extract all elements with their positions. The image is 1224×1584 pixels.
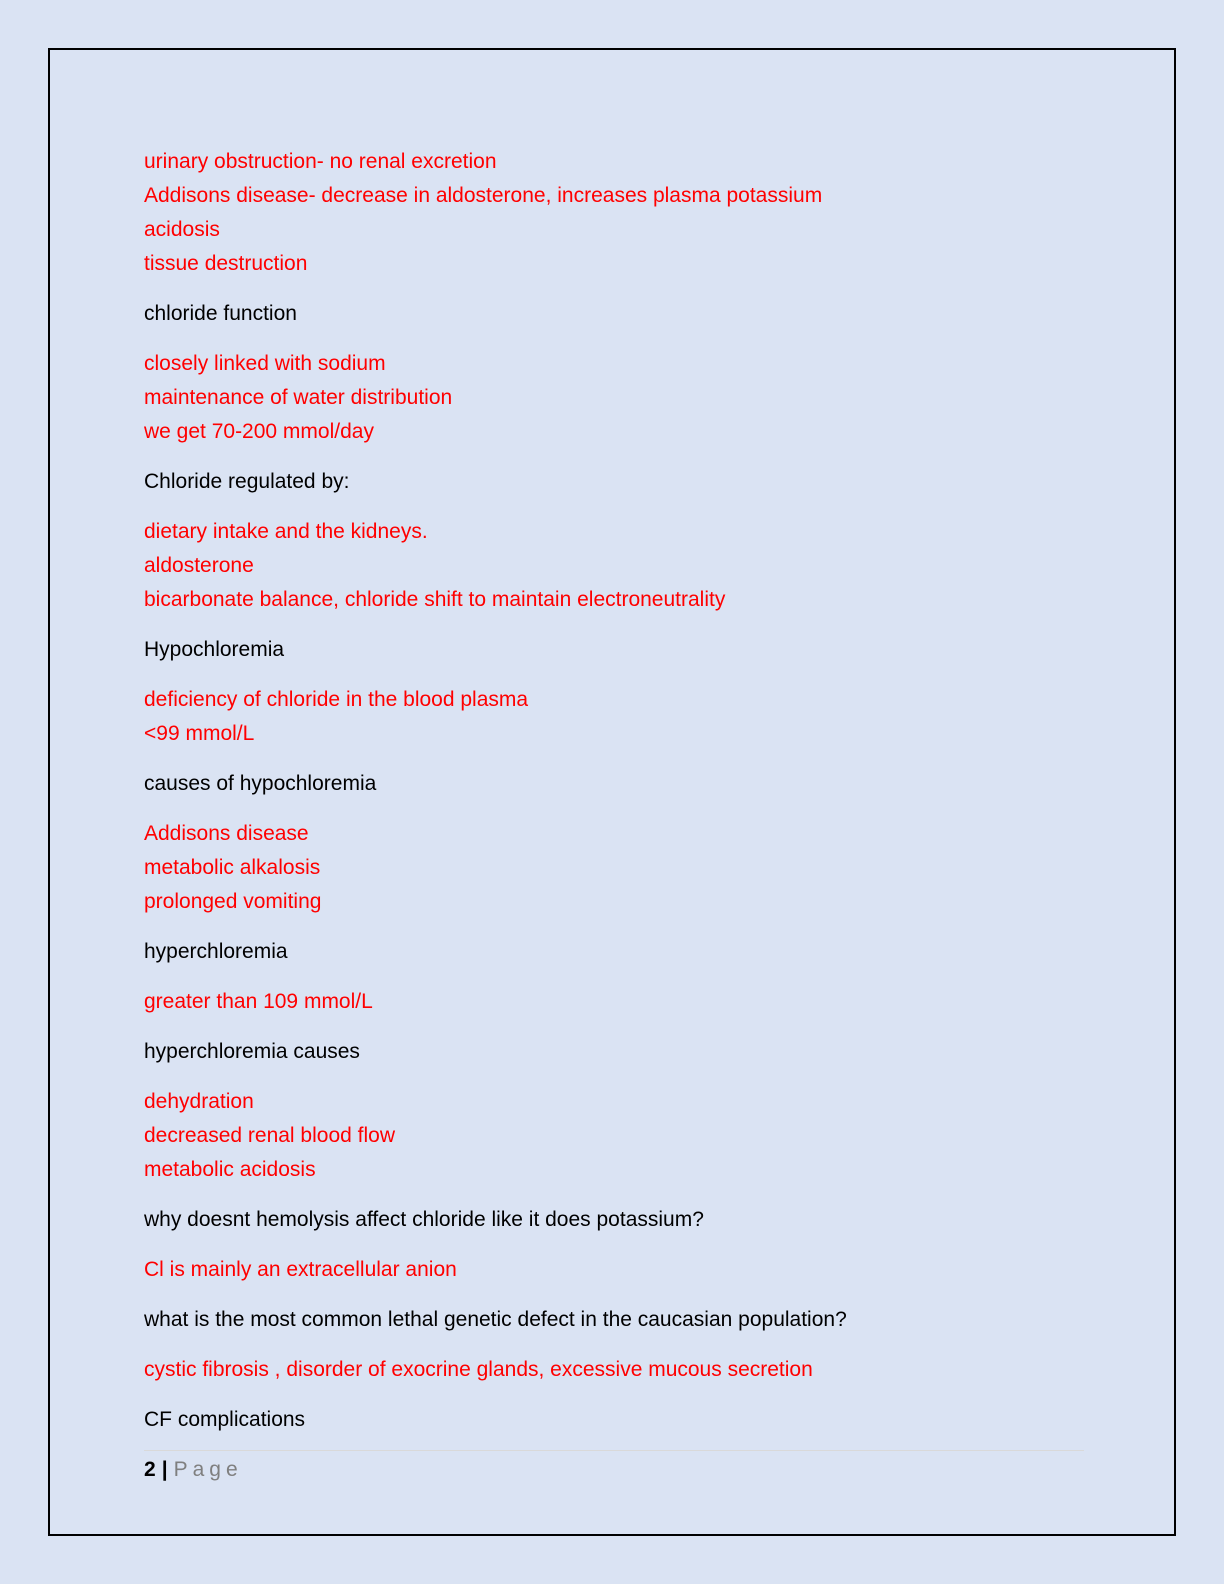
question-heading: hyperchloremia [144, 940, 288, 963]
answer-line: tissue destruction [144, 252, 308, 275]
answer-line: deficiency of chloride in the blood plasma [144, 688, 529, 711]
answer-line: acidosis [144, 218, 220, 241]
answer-line: <99 mmol/L [144, 722, 255, 745]
document-body [144, 145, 1084, 1453]
question-heading: Chloride regulated by: [144, 470, 350, 493]
answer-line: cystic fibrosis , disorder of exocrine glands, excessive mucous secretion [144, 1358, 813, 1381]
answer-group [144, 347, 1084, 449]
answer-line: bicarbonate balance, chloride shift to maintain electroneutrality [144, 588, 726, 611]
page-label: Page [173, 1458, 243, 1481]
page-number: 2 [144, 1458, 156, 1481]
question-heading: why doesnt hemolysis affect chloride like it does potassium? [144, 1208, 704, 1231]
answer-group [144, 985, 1084, 1019]
answer-line: Addisons disease [144, 822, 309, 845]
answer-group [144, 817, 1084, 919]
answer-line: Addisons disease- decrease in aldosterone, increases plasma potassium [144, 184, 823, 207]
question-heading: causes of hypochloremia [144, 772, 377, 795]
answer-line: dietary intake and the kidneys. [144, 520, 428, 543]
question-heading: hyperchloremia causes [144, 1040, 360, 1063]
question-heading: chloride function [144, 302, 297, 325]
answer-line: metabolic alkalosis [144, 856, 321, 879]
answer-line: maintenance of water distribution [144, 386, 453, 409]
answer-group [144, 145, 1084, 281]
answer-line: we get 70-200 mmol/day [144, 420, 374, 443]
answer-group [144, 1253, 1084, 1287]
answer-line: greater than 109 mmol/L [144, 990, 373, 1013]
footer-divider [144, 1450, 1084, 1451]
footer-separator: | [161, 1458, 168, 1481]
answer-group [144, 683, 1084, 751]
question-heading: Hypochloremia [144, 638, 285, 661]
answer-group [144, 1353, 1084, 1387]
answer-line: metabolic acidosis [144, 1158, 316, 1181]
answer-line: closely linked with sodium [144, 352, 386, 375]
answer-line: urinary obstruction- no renal excretion [144, 150, 497, 173]
answer-group [144, 1085, 1084, 1187]
answer-group [144, 515, 1084, 617]
answer-line: aldosterone [144, 554, 254, 577]
page-footer [144, 1455, 243, 1485]
answer-line: prolonged vomiting [144, 890, 322, 913]
answer-line: decreased renal blood flow [144, 1124, 395, 1147]
question-heading: CF complications [144, 1408, 306, 1431]
answer-line: Cl is mainly an extracellular anion [144, 1258, 457, 1281]
answer-line: dehydration [144, 1090, 254, 1113]
question-heading: what is the most common lethal genetic defect in the caucasian population? [144, 1308, 847, 1331]
